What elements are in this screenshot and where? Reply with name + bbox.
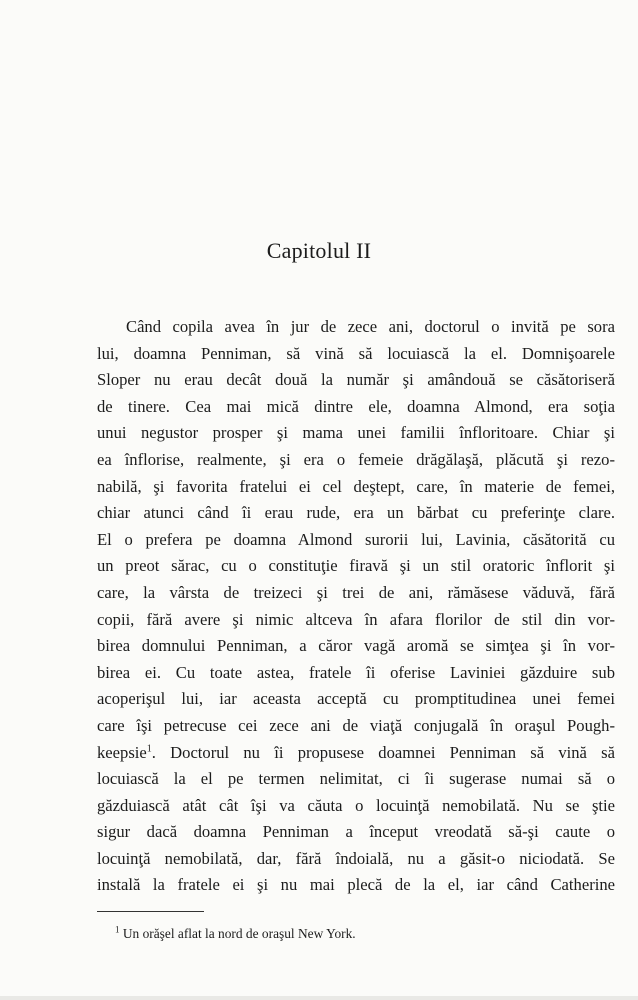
text-line: Sloper nu erau decât două la număr şi amândouă se căsătoriseră (97, 370, 615, 390)
text-line: de tinere. Cea mai mică dintre ele, doamna Almond, era soţia (97, 396, 615, 416)
footnote-divider (97, 911, 204, 912)
footnote (115, 926, 356, 942)
footnote-marker: 1 (115, 924, 120, 935)
text-line: nabilă, şi favorita fratelui ei cel deştept, care, în materie de femei, (97, 476, 615, 496)
footnote-reference: 1 (146, 742, 152, 754)
text-line: sigur dacă doamna Penniman a început vreodată să-şi caute o (97, 822, 615, 842)
footnote-text: Un orăşel aflat la nord de oraşul New York. (122, 926, 356, 941)
text-line: care îşi petrecuse cei zece ani de viaţă conjugală în oraşul Pough- (97, 715, 615, 735)
text-line: Când copila avea în jur de zece ani, doctorul o invită pe sora (126, 317, 615, 336)
text-line: unui negustor prosper şi mama unei familii înfloritoare. Chiar şi (97, 423, 615, 443)
text-line-with-footnote (97, 740, 615, 767)
text-line: El o prefera pe doamna Almond surorii lui, Lavinia, căsătorită cu (97, 529, 615, 549)
page-edge (0, 996, 638, 1000)
text-line: copii, fără avere şi nimic altceva în afara florilor de stil din vor- (97, 609, 615, 629)
text-line: ea înflorise, realmente, şi era o femeie drăgălaşă, plăcută şi rezo- (97, 449, 615, 469)
text-line: chiar atunci când îi erau rude, era un bărbat cu preferinţe clare. (97, 503, 615, 523)
text-line: lui, doamna Penniman, să vină să locuiască la el. Domnişoarele (97, 343, 615, 363)
chapter-title: Capitolul II (266, 238, 372, 263)
text-line: un preot sărac, cu o constituţie firavă şi un stil oratoric înflorit şi (97, 556, 615, 576)
text-line: birea ei. Cu toate astea, fratele îi oferise Laviniei găzduire sub (97, 662, 615, 682)
text-line: instală la fratele ei şi nu mai plecă de la el, iar când Catherine (97, 875, 615, 895)
text-line: locuinţă nemobilată, dar, fără îndoială, nu a găsit-o niciodată. Se (97, 848, 615, 868)
text-line: care, la vârsta de treizeci şi trei de ani, rămăsese văduvă, fără (97, 582, 615, 602)
text-line: locuiască la el pe termen nelimitat, ci îi sugerase numai să o (97, 769, 615, 789)
chapter-paragraph (97, 314, 615, 899)
text-fragment: keepsie (97, 742, 147, 762)
text-line: birea domnului Penniman, a căror vagă aromă se simţea şi în vor- (97, 636, 615, 656)
text-line: acoperişul lui, iar aceasta acceptă cu promptitudinea unei femei (97, 689, 615, 709)
text-line: găzduiască atât cât îşi va căuta o locuinţă nemobilată. Nu se ştie (97, 795, 615, 815)
text-fragment: . Doctorul nu îi propusese doamnei Penniman să vină să (151, 742, 615, 762)
